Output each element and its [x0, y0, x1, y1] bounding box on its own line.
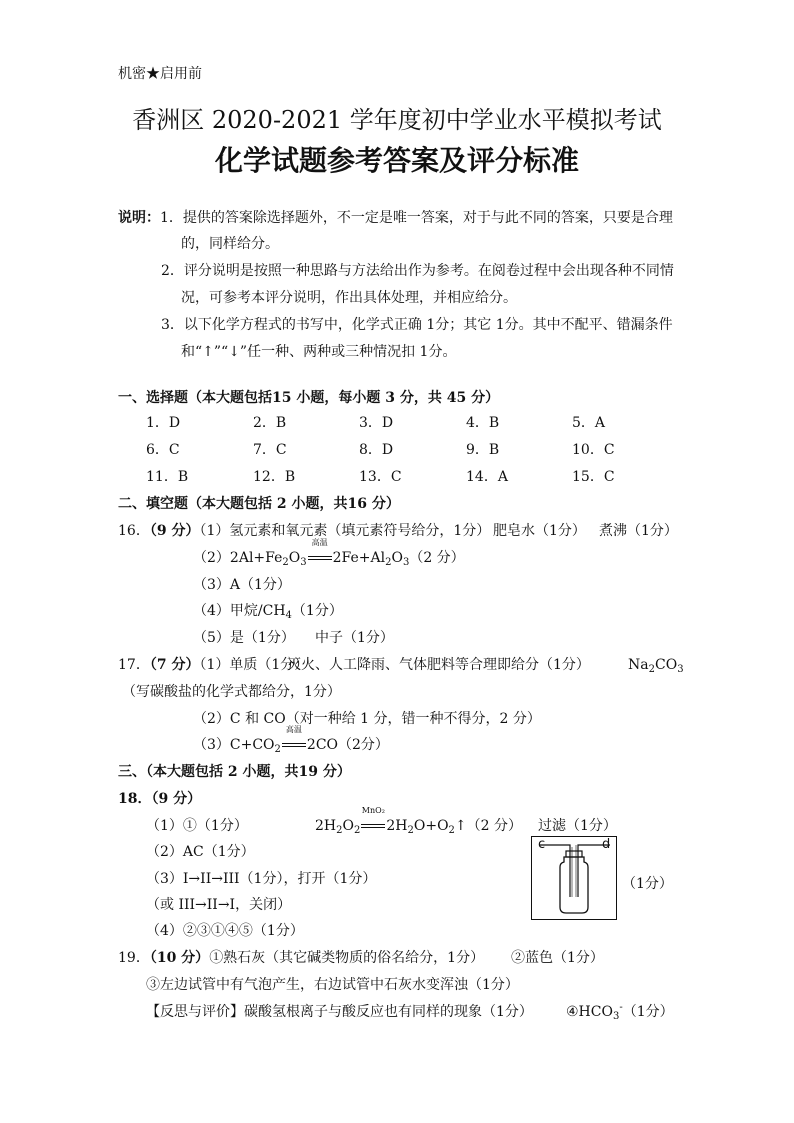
confidential-label: 机密★启用前 [118, 66, 202, 82]
q18-equation: $2H_2O_2$ MnO₂ $2H_2O+O_2↑(2$ 分） [315, 806, 523, 836]
choice-answer: 15．C [572, 469, 615, 485]
choice-answer: 6．C [146, 442, 180, 458]
q19-part4: 【反思与评价】碳酸氢根离子与酸反应也有同样的现象（1分） [146, 1004, 533, 1020]
choice-answer: 7．C [253, 442, 287, 458]
choice-answer: 9．B [466, 442, 500, 458]
q17-part1d: （写碳酸盐的化学式都给分，1分） [122, 684, 341, 700]
q16-part4-text: （4）甲烷/CH [193, 603, 286, 619]
equation-reactants: 2Al+Fe [229, 550, 283, 566]
reaction-arrow [360, 806, 386, 836]
choice-answer: 4．B [466, 415, 500, 431]
q16-line-1 [118, 521, 490, 541]
formula-na: Na [628, 657, 649, 673]
choice-answer-grid [146, 413, 666, 494]
q19-score: （10 分） [149, 950, 210, 966]
q17-line-1 [118, 655, 308, 675]
q18-equation-score: ↑（2 分） [454, 818, 523, 834]
q16-part1: （1）氢元素和氧元素（填元素符号给分，1分） [199, 523, 491, 539]
q17-part1: （1）单质（1分） [199, 657, 309, 673]
note-1b: 的，同样给分。 [181, 236, 279, 252]
choice-answer: 10．C [572, 442, 615, 458]
q19-number: 19． [118, 950, 150, 966]
note-3b: 和“↑”“↓”任一种、两种或三种情况扣 1分。 [181, 344, 457, 360]
section1-heading: 一、选择题（本大题包括15 小题，每小题 3 分，共 45 分） [118, 390, 500, 406]
q17-part1c: $Na_2CO_3$ [628, 657, 684, 675]
bottle-label-c: c [538, 837, 546, 852]
q16-part5a: （5）是（1分） [193, 630, 295, 646]
q19-part5-score: （1分） [622, 1004, 674, 1020]
equation-products: 2CO（2分） [306, 737, 389, 753]
q19-part2: ②蓝色（1分） [511, 950, 604, 966]
q16-part4: （4）甲烷$/CH_4(1$分） [193, 603, 343, 621]
bottle-label-d: d [602, 837, 611, 852]
choice-answer: 11．B [146, 469, 189, 485]
q16-part2-prefix: （2） [193, 550, 230, 566]
equation-products: 2Fe+Al [332, 550, 386, 566]
q16-equation: $(2)2Al+Fe_2O_3$ 高温 $2Fe+Al_2O_3(2$ 分） [193, 538, 465, 568]
choice-row [146, 467, 666, 494]
q16-part2-score: （2 分） [409, 550, 465, 566]
page-title: 香洲区 2020-2021 学年度初中学业水平模拟考试 [132, 106, 662, 134]
formula-hco: ④HCO [566, 1004, 613, 1020]
note-2a: 2．评分说明是按照一种思路与方法给出作为参考。在阅卷过程中会出现各种不同情 [161, 263, 674, 279]
q18-part1: （1）①（1分） [146, 818, 248, 834]
choice-answer: 3．D [359, 415, 394, 431]
equation-products-b: O+O [413, 818, 449, 834]
q18-part3b: （或 III→II→I，关闭） [146, 897, 292, 913]
q19-part1: ①熟石灰（其它碱类物质的俗名给分，1分） [209, 950, 485, 966]
equation-reactants: 2H [315, 818, 337, 834]
choice-row [146, 440, 666, 467]
choice-answer: 2．B [253, 415, 287, 431]
q16-part4-score: （1分） [291, 603, 343, 619]
reaction-condition: 高温 [285, 725, 302, 734]
choice-answer: 8．D [359, 442, 394, 458]
q18-part4: （4）②③①④⑤（1分） [146, 923, 304, 939]
q16-part5b: 中子（1分） [315, 630, 394, 646]
q16-part1c: 煮沸（1分） [599, 523, 678, 539]
notes-line-1 [118, 208, 673, 228]
q16-part1b: 肥皂水（1分） [493, 523, 586, 539]
choice-answer: 13．C [359, 469, 402, 485]
choice-answer: 5．A [572, 415, 606, 431]
page-subtitle: 化学试题参考答案及评分标准 [214, 144, 579, 177]
section3-heading: 三、（本大题包括 2 小题，共19 分） [118, 764, 351, 780]
q17-number: 17． [118, 657, 150, 673]
reaction-arrow [281, 725, 307, 755]
q18-filter: 过滤（1分） [538, 818, 617, 834]
note-3a: 3．以下化学方程式的书写中，化学式正确 1分；其它 1分。其中不配平、错漏条件 [161, 317, 673, 333]
choice-answer: 14．A [466, 469, 508, 485]
reaction-arrow [307, 538, 333, 568]
q19-line-1 [118, 948, 484, 968]
note-2b: 况，可参考本评分说明，作出具体处理，并相应给分。 [181, 290, 517, 306]
q17-part1b: 灭火、人工降雨、气体肥料等合理即给分（1分） [287, 657, 590, 673]
formula-co: CO [654, 657, 678, 673]
q17-equation: $(3)C+CO_2$ 高温 2CO（2分） [193, 725, 389, 755]
q16-number: 16． [118, 523, 150, 539]
q18-part2: （2）AC（1分） [146, 844, 255, 860]
notes-lead: 说明： [118, 210, 160, 226]
q18-bottle-score: （1分） [622, 876, 673, 892]
q18-part3: （3）I→II→III（1分），打开（1分） [146, 871, 377, 887]
choice-answer: 12．B [253, 469, 296, 485]
equation-reactants: （3）C+CO [193, 737, 275, 753]
q16-score: （9 分） [149, 523, 200, 539]
q17-score: （7 分） [149, 657, 200, 673]
q19-part3: ③左边试管中有气泡产生，右边试管中石灰水变浑浊（1分） [146, 977, 519, 993]
reaction-condition: MnO₂ [361, 806, 385, 815]
choice-answer: 1．D [146, 415, 181, 431]
gas-bottle-figure [531, 836, 617, 920]
equation-products: 2H [386, 818, 408, 834]
q19-part5: $④HCO_3^-(1$分） [566, 1002, 674, 1022]
q16-part3: （3）A（1分） [193, 577, 291, 593]
q17-part2: （2）C 和 CO（对一种给 1 分，错一种不得分，2 分） [193, 711, 541, 727]
q18-label: 18．（9 分） [118, 791, 202, 807]
section2-heading: 二、填空题（本大题包括 2 小题，共16 分） [118, 496, 400, 512]
choice-row [146, 413, 666, 440]
reaction-condition: 高温 [311, 538, 328, 547]
note-1a: 1．提供的答案除选择题外，不一定是唯一答案，对于与此不同的答案，只要是合理 [160, 210, 673, 226]
